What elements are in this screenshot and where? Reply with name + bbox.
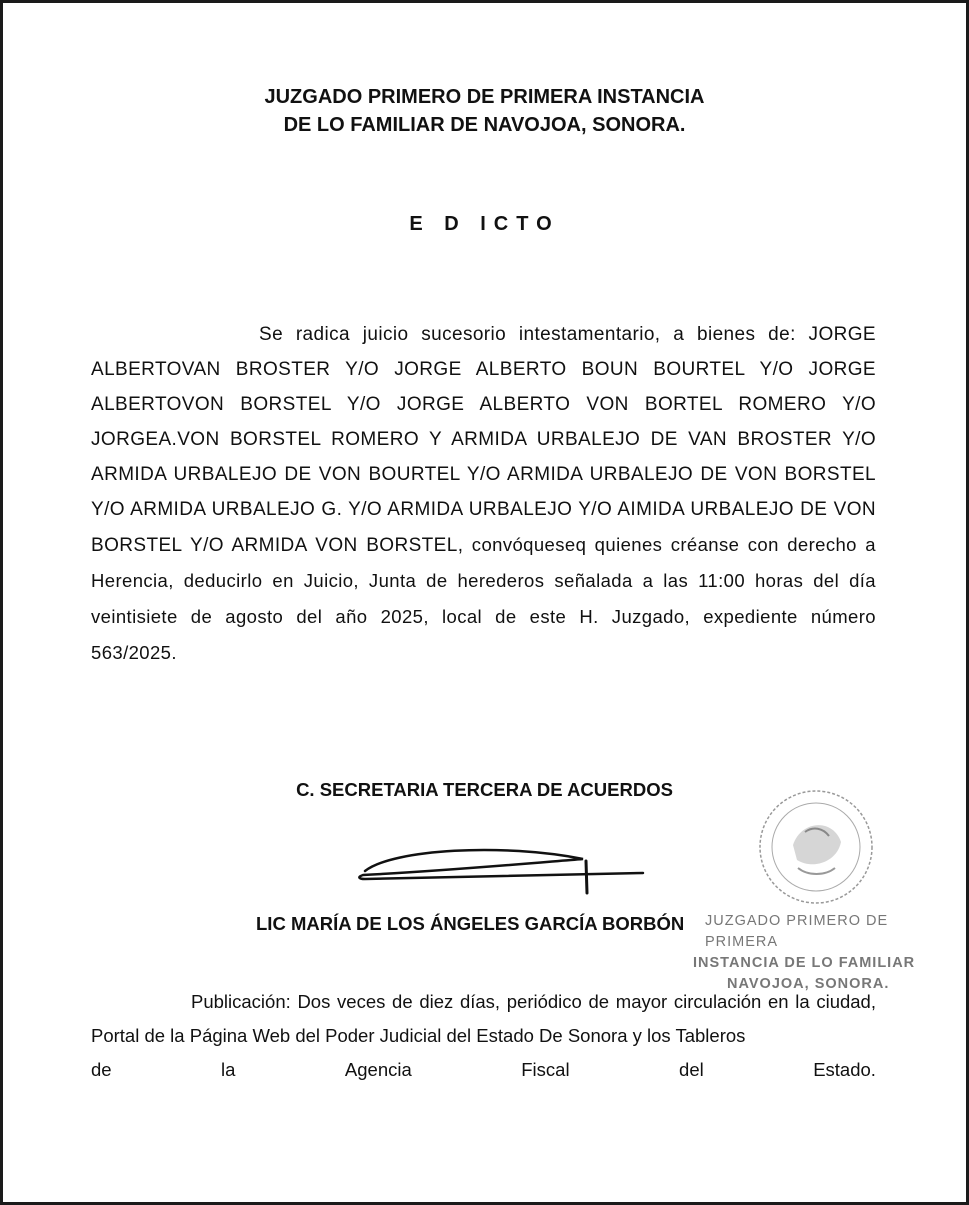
court-header-line-1: JUZGADO PRIMERO DE PRIMERA INSTANCIA bbox=[264, 86, 705, 108]
signer-name: LIC MARÍA DE LOS ÁNGELES GARCÍA BORBÓN bbox=[256, 913, 685, 934]
publication-word: Agencia bbox=[344, 1059, 412, 1080]
document-title: E D ICTO bbox=[409, 213, 560, 235]
seal-text-line-3: NAVOJOA, SONORA. bbox=[727, 976, 890, 992]
court-header-line-2: DE LO FAMILIAR DE NAVOJOA, SONORA. bbox=[283, 114, 686, 136]
publication-text: Publicación: Dos veces de diez días, periódico de mayor circulación en la ciudad, Portal de la Página Web del Poder Judicial del Estado De Sonora y los Tableros bbox=[91, 991, 876, 1046]
edict-first-line: Se radica juicio sucesorio intestamentario, a bienes de: JORGE bbox=[259, 324, 876, 345]
edict-rest: convóqueseq quienes créanse con derecho a Herencia, deducirlo en Juicio, Junta de herederos señalada a las 11:00 horas del día veintisiete de agosto del año 2025, local de este H. Juzgado, expediente número 563/2025. bbox=[91, 534, 876, 663]
signer-title: C. SECRETARIA TERCERA DE ACUERDOS bbox=[296, 779, 673, 800]
seal-text-line-2: INSTANCIA DE LO FAMILIAR bbox=[693, 955, 916, 971]
publication-word: la bbox=[221, 1059, 236, 1080]
signature-image bbox=[353, 841, 653, 901]
publication-word: Fiscal bbox=[521, 1059, 570, 1080]
court-seal-emblem bbox=[753, 790, 883, 905]
publication-word: Estado. bbox=[813, 1059, 876, 1080]
publication-paragraph bbox=[91, 985, 876, 1087]
court-header bbox=[3, 83, 966, 139]
publication-word: del bbox=[679, 1059, 704, 1080]
edict-names-paragraph bbox=[91, 317, 876, 671]
edict-names: ALBERTOVAN BROSTER Y/O JORGE ALBERTO BOUN BOURTEL Y/O JORGE ALBERTOVON BORSTEL Y/O JORGE ALBERTO VON BORTEL ROMERO Y/O JORGEA.VON BORSTEL ROMERO Y ARMIDA URBALEJO DE VAN BROSTER Y/O ARMIDA URBALEJO DE VON BOURTEL Y/O ARMIDA URBALEJO DE VON BORSTEL Y/O ARMIDA URBALEJO G. Y/O ARMIDA URBALEJO Y/O AIMIDA URBALEJO DE VON BORSTEL Y/O ARMIDA VON BORSTEL, bbox=[91, 359, 876, 556]
edict-body bbox=[91, 317, 876, 671]
publication-word: de bbox=[91, 1059, 112, 1080]
seal-text-line-1: JUZGADO PRIMERO DE PRIMERA bbox=[705, 913, 889, 950]
publication-last-line bbox=[91, 1053, 876, 1087]
seal-text bbox=[691, 911, 961, 995]
